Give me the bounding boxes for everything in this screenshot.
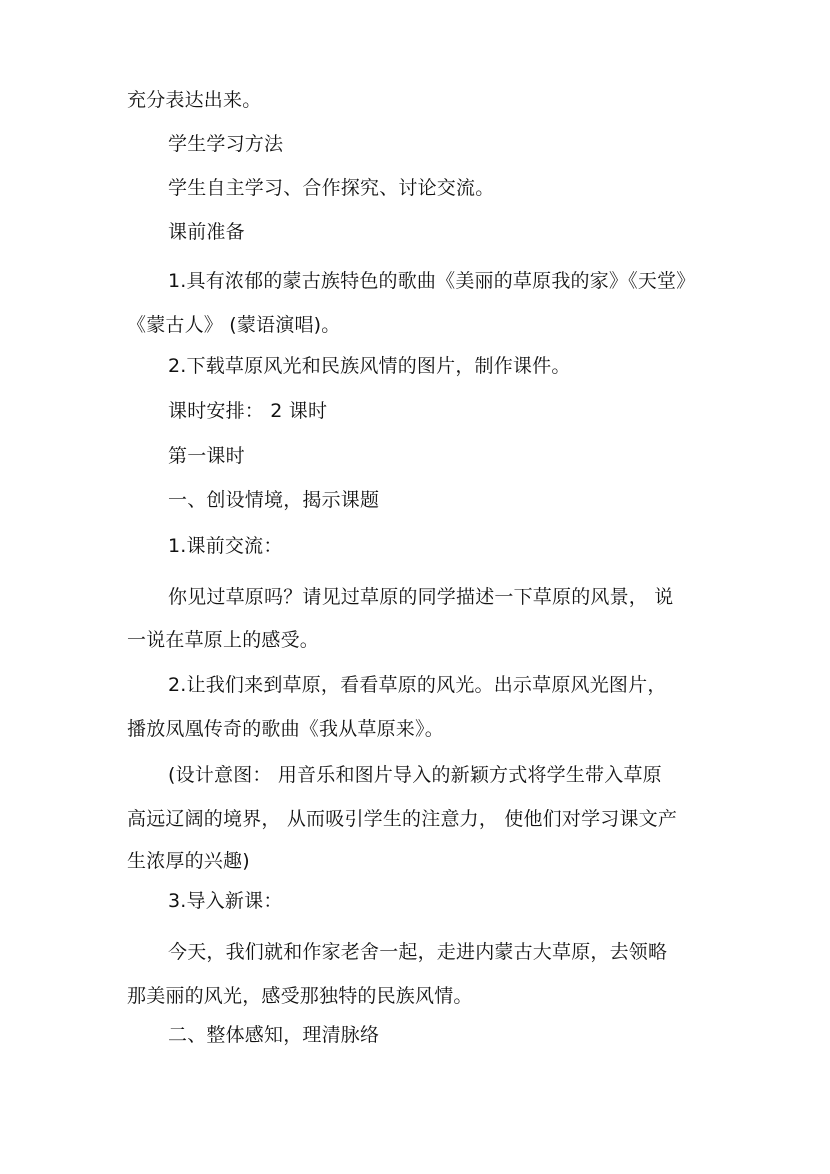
text-line: 2.让我们来到草原，看看草原的风光。出示草原风光图片， [168,674,667,696]
text-line: 今天，我们就和作家老舍一起，走进内蒙古大草原，去领略 [168,941,668,963]
text-line: 《蒙古人》 (蒙语演唱)。 [127,314,341,336]
text-line: 生浓厚的兴趣) [127,850,250,872]
text-line: 你见过草原吗？请见过草原的同学描述一下草原的风景， 说 [168,586,674,608]
text-line: 学生自主学习、合作探究、讨论交流。 [168,177,495,199]
text-line: 一说在草原上的感受。 [127,629,320,651]
text-line: 充分表达出来。 [127,89,262,111]
section-heading: 二、整体感知，理清脉络 [168,1024,380,1046]
text-line: 3.导入新课： [168,890,283,912]
text-line: 2.下载草原风光和民族风情的图片，制作课件。 [168,355,571,377]
text-line: (设计意图： 用音乐和图片导入的新颖方式将学生带入草原 [168,764,662,786]
text-line: 1.课前交流： [168,535,283,557]
section-heading: 课前准备 [168,221,245,243]
text-line: 1.具有浓郁的蒙古族特色的歌曲《美丽的草原我的家》《天堂》 [168,270,696,292]
section-heading: 一、创设情境，揭示课题 [168,489,380,511]
text-line: 课时安排： 2 课时 [168,400,328,422]
text-line: 那美丽的风光，感受那独特的民族风情。 [127,985,473,1007]
text-line: 播放凤凰传奇的歌曲《我从草原来》。 [127,718,444,740]
section-heading: 第一课时 [168,445,245,467]
text-line: 高远辽阔的境界， 从而吸引学生的注意力， 使他们对学习课文产 [127,808,678,830]
section-heading: 学生学习方法 [168,133,284,155]
